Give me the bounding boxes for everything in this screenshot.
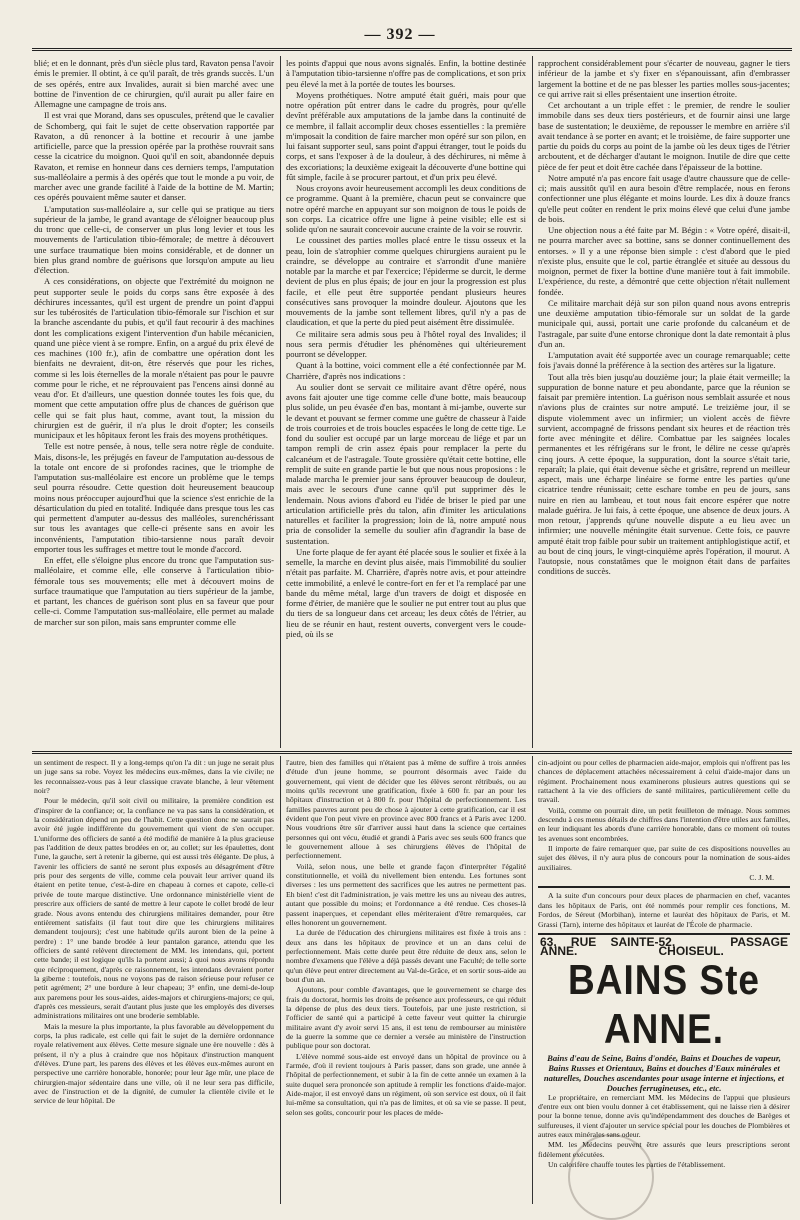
bottom-column-2	[286, 758, 526, 1202]
paragraph: blié; et en le donnant, près d'un siècle plus tard, Ravaton pensa l'avoir émis le premier. Il obtint, à ce qu'il paraît, de très grands succès. L'un de ses opérés, entre aux Invalides, aurait si bien marché avec une bottine de l'invention de ce chirurgien, qu'il aurait pu aller faire en Allemagne une campagne de trois ans.	[34, 58, 274, 109]
paragraph: Telle est notre pensée, à nous, telle sera notre règle de conduite. Mais, disons-le, les préjugés en faveur de l'amputation au-dessous de la totale ont encore de si profondes racines, que le triomphe de l'amputation sus-malléolaire est encore un problème que le temps seul pourra résoudre. Cette question doit heureusement beaucoup moins nous préoccuper aujourd'hui que la science s'est enrichie de la désarticulation du pied en totalité. Indiquée dans presque tous les cas qui permettent d'amputer au-dessus des malléoles, surenchérissant sur tous les avantages que celle-ci présente sans en avoir les inconvénients, l'amputation tibio-tarsienne nous paraît devoir emporter tous les suffrages et mettre tout le monde d'accord.	[34, 441, 274, 554]
notice-pharmacy: A la suite d'un concours pour deux places de pharmacien en chef, vacantes dans les hôpitaux de Paris, ont été nommés pour remplir ces fonctions, M. Fordos, de Séreut (Morbihan), interne et lauréat des hôpitaux de Paris, et M. Grassi (Tarn), interne des hôpitaux et lauréat de l'École de pharmacie.	[538, 891, 790, 929]
paragraph: Ce militaire marchait déjà sur son pilon quand nous avons entrepris une deuxième amputation tibio-fémorale sur un soldat de la garde municipale qui, aussi, portait une carie profonde du calcanéum et de l'astragale, par suite d'une entorse chronique dont la date remontait à plus d'un an.	[538, 297, 790, 349]
paragraph: Voilà, selon nous, une belle et grande façon d'interpréter l'égalité constitutionnelle, et voilà du nivellement bien entendu. Les fortunes sont diverses : les uns permettent des sacrifices que les autres ne permettent pas. Eh bien! c'est dit l'administration, je vais mettre les uns au niveau des autres, autant que possible du moins; et l'ordonnance a été rendue. Ces choses-là passent inaperçues, et cependant elles mériteraient d'être remarquées, car elles honorent un gouvernement.	[286, 861, 526, 927]
paragraph: Il est vrai que Morand, dans ses opuscules, prétend que le cavalier de Schomberg, qui fait le sujet de cette observation rapportée par Ravaton, a dû renoncer à la bottine et recourir à une jambe artificielle, parce que la pression opérée par la prothèse rouvrait sans cesse la cicatrice du moignon. Quoi qu'il en soit, abandonnée depuis Ravaton, et remise en honneur dans ces derniers temps, l'amputation sus-malléolaire a permis à des opérés que tout le monde a pu voir, de marcher avec une grande facilité à l'aide de la bottine de M. Martin; ces opérés pouvaient même sauter et danser.	[34, 110, 274, 203]
paragraph: les points d'appui que nous avons signalés. Enfin, la bottine destinée à l'amputation tibio-tarsienne n'offre pas de complications, et son prix peu élevé la met à la portée de toutes les bourses.	[286, 58, 526, 89]
divider	[538, 886, 790, 888]
paragraph: L'amputation sus-malléolaire a, sur celle qui se pratique au tiers supérieur de la jambe, le grand avantage de s'éloigner beaucoup plus du tronc que celle-ci, de conserver un plus long levier et tous les mouvements de l'articulation tibio-fémorale; de mettre à découvert une surface traumatique bien moins considérable, et de donner un bien plus grand nombre de guérisons que lorsqu'on ampute au lieu d'élection.	[34, 203, 274, 275]
column-divider	[280, 56, 281, 748]
top-column-3	[538, 58, 790, 748]
column-divider	[280, 756, 281, 1204]
paragraph: Au soulier dont se servait ce militaire avant d'être opéré, nous avons fait ajouter une tige comme celle d'une botte, mais beaucoup plus solide, un peu évasée d'en bas, montant à mi-jambe, ouverte sur le devant et pouvant se fermer comme une guêtre de chasseur à l'aide de trois courroies et de trois boucles espacées le long de cette tige. Le fond du soulier est occupé par un large morceau de liége et par un tampon rempli de crin assez épais pour remplacer la perte du calcanéum et de l'astragale. Toute grossière qu'était cette bottine, elle remplit de suite en grande partie le but que nous nous proposions : le malade marcha le premier jour sans éprouver beaucoup de douleur, mais avec le secours d'une canne qu'il put supprimer dès le lendemain. Nous avions d'abord eu l'idée de briser le pied par une articulation artificielle près du talon, afin d'imiter les articulations naturelles et faciliter la progression; loin de là, notre amputé nous pria de consolider la semelle du soulier afin d'agrandir la base de sustentation.	[286, 381, 526, 546]
bottom-column-3	[538, 758, 790, 1202]
bottom-column-1	[34, 758, 274, 1202]
library-stamp	[568, 1134, 654, 1220]
paragraph: Nous croyons avoir heureusement accompli les deux conditions de ce programme. Quant à la première, chacun peut se convaincre que notre opéré marche en appuyant sur son moignon de tous le poids de son corps. La cicatrice offre une ligne à peine visible; elle est si solide qu'on ne saurait concevoir aucune crainte de la voir se rouvrir.	[286, 183, 526, 234]
ad-address-right: 52, PASSAGE CHOISEUL.	[658, 934, 788, 959]
paragraph: un sentiment de respect. Il y a long-temps qu'on l'a dit : un juge ne serait plus un juge sans sa robe. Voyez les médecins eux-mêmes, dans la vie civile; ne les reconnaissez-vous pas à leur classique cravate blanche, à leur vêtement noir?	[34, 758, 274, 796]
ad-subtitle: Bains d'eau de Seine, Bains d'ondée, Bains et Douches de vapeur, Bains Russes et Orientaux, Bains et douches d'Eaux minérales et naturelles, Douches ascendantes pour usage interne et injections, et Douches ferrugineuses, etc., etc.	[543, 1052, 785, 1093]
ad-paragraph: Le propriétaire, en remerciant MM. les Médecins de l'appui que plusieurs d'entre eux ont bien voulu donner à cet établissement, qui ne laisse rien à désirer pour la bonne tenue, donne avis qu'indépendamment des douches de Barèges et sulfureuses, il vient d'ajouter un service spécial pour les douches de Plombières et autres eaux minérales sans odeur.	[538, 1092, 790, 1139]
paragraph: Le coussinet des parties molles placé entre le tissu osseux et la peau, loin de s'atrophier comme quelques chirurgiens auraient pu le craindre, se développe au contraire et s'arrondit d'une manière notable par la marche et par l'exercice; l'épiderme se durcit, le derme devient de plus en plus épais; de jour en jour la progression est plus facile, et elle peut être supportée pendant plusieurs heures consécutives sans provoquer la moindre douleur. Ajoutons que les mouvements de la jambe sont tellement libres, qu'il n'y a pas de claudication, et que la perte du pied peut aisément être dissimulée.	[286, 235, 526, 328]
ad-addresses	[540, 934, 788, 959]
paragraph: En effet, elle s'éloigne plus encore du tronc que l'amputation sus-malléolaire, et comme elle, elle conserve à l'articulation tibio-fémorale tous ses mouvements; elle met à découvert moins de surface traumatique que l'amputation au tiers supérieur de la jambe, et partant, les chances de guérison sont plus en sa faveur que pour celle-ci. Comme l'amputation sus-malléolaire, elle permet au malade de marcher sur son pilon, mais sans emprunter comme elle	[34, 555, 274, 627]
ad-paragraph: MM. les Médecins peuvent être assurés que leurs prescriptions seront fidèlement exécutées.	[538, 1140, 790, 1159]
paragraph: l'autre, bien des familles qui n'étaient pas à même de suffire à trois années d'étude d'un jeune homme, se pourront désormais avec l'aide du gouvernement, qui vient de décider que les élèves seront rétribués, ou au moins qu'ils recevront une gratification, fixée à 600 fr. par an pour les hôpitaux d'instruction et à 800 fr. pour l'hôpital de perfectionnement. Les familles pauvres auront peu de chose à ajouter à cette gratification, car il est évident que l'on peut vivre en province avec 800 francs et à Paris avec 1200. Nous voudrions être sûr d'arriver aussi haut dans la science que certaines personnes qui ont vécu, étudié et grandi à Paris avec ses seuls 600 francs que le gouvernement alloue à ses chirurgiens élèves de l'hôpital de perfectionnement.	[286, 758, 526, 861]
paragraph: Moyens prothétiques. Notre amputé était guéri, mais pour que notre opération pût entrer dans le cadre du progrès, pour qu'elle devînt préférable aux amputations de la jambe dans la continuité de ce membre, il fallait accomplir deux choses essentielles : la première m'imposait la condition de faire marcher mon opéré sur son pilon, en lui faisant supporter seul, sans point d'appui étranger, tout le poids du corps, et sans l'exposer à de la douleur, à des déchirures, ni même à des excoriations; la deuxième exigeait la découverte d'une bottine qui fût simple, facile à se procurer partout, et d'un prix peu élevé.	[286, 89, 526, 182]
top-column-1	[34, 58, 274, 748]
column-divider	[532, 756, 533, 1204]
paragraph: cin-adjoint ou pour celles de pharmacien aide-major, emplois qui n'offrent pas les chances de déplacement attachées nécessairement à celui d'aide-major dans un régiment. Prochainement nous examinerons plusieurs autres questions qui se rattachent à la vie des officiers de santé militaires, particulièrement celle du travail.	[538, 758, 790, 805]
paragraph: L'amputation avait été supportée avec un courage remarquable; cette fois j'avais donné la préférence à la section des artères sur la ligature.	[538, 350, 790, 371]
paragraph: Quant à la bottine, voici comment elle a été confectionnée par M. Charrière, d'après nos indications :	[286, 360, 526, 381]
paragraph: Voilà, comme on pourrait dire, un petit feuilleton de ménage. Nous sommes descendu à ces menus détails de chiffres dans l'intention d'être utiles aux familles, en leur indiquant les abords d'une carrière honorable, dans ce moment où toutes les avenues sont encombrées.	[538, 805, 790, 843]
paragraph: rapprochent considérablement pour s'écarter de nouveau, gagner le tiers inférieur de la jambe et s'y fixer en s'épanouissant, afin d'embrasser largement la bottine et de ne pas blesser les parties molles sous-jacentes; ce qui arrive rait si elles présentaient une insertion étroite.	[538, 58, 790, 99]
column-divider	[532, 56, 533, 748]
top-column-2	[286, 58, 526, 748]
paragraph: Tout alla très bien jusqu'au douzième jour; la plaie était vermeille; la suppuration de bonne nature et peu abondante, parce que la réunion se faisait par première intention. La guérison nous semblait assurée et nous n'avions plus de craintes sur notre amputé. Le treizième jour, il se dispute violemment avec un infirmier; un violent accès de fièvre survient, accompagné de frissons pendant six heures et de réaction très forte avec méningite et délire. Combattue par les saignées locales permanentes et les réfrigérans sur le front, le délire ne cesse qu'après cinq jours. A cette époque, la suppuration, dont la source s'était tarie, reparaît; la plaie, qui était devenue sèche et grisâtre, reprend un meilleur aspect, mais une écharpe linéaire se forme entre les parties qu'une cicatrice tendre réunissait; cette eschare tombe en peu de jours, sans nuire en rien au lambeau, et tout nous fait encore espérer que notre malade guérira. Je lui fais, à cette époque, une absence de deux jours. A mon retour, j'apprends qu'une nouvelle dispute a eu lieu avec un infirmier; une nouvelle méningite était survenue. Cette fois, ce pauvre amputé était trop faible pour subir un traitement antiphlogistique actif, et au bout de cinq jours, le vingt-cinquième après l'opération, il mourut. A l'autopsie, nous constatâmes que le moignon était dans de parfaites conditions de succès.	[538, 371, 790, 577]
paragraph: L'élève nommé sous-aide est envoyé dans un hôpital de province ou à l'armée, d'où il revient toujours à Paris passer, dans son grade, une année à l'hôpital de perfectionnement, et subir à la fin de cette année un examen à la suite duquel sera prononcée son aptitude à remplir les fonctions d'aide-major. Aide-major, il est envoyé dans un régiment, où son service est doux, où il fait lui-même sa consultation, qui n'a pas de limites, et où sa vie se passe. Il peut, selon ses goûts, concourir pour les places de méde-	[286, 1051, 526, 1117]
paragraph: Pour le médecin, qu'il soit civil ou militaire, la première condition est d'inspirer de la confiance; or, la confiance ne va pas sans la considération, et la considération dépend un peu de l'habit. Cette question donc ne saurait pas avoir été jugée indifférente du gouvernement qui vient de s'en occuper. L'uniforme des officiers de santé a été modifié de manière à la plus gracieuse pas l'addition de deux pattes brodées en or, au collet; sur les épaulettes, dont l'une, la gauche, sert à retenir la giberne, qui est aussi très élégante. De plus, à l'avenir les officiers de santé ne seront plus exposés au désagrément d'être pris pour des sergents de ville, comme cela pouvait leur arriver quand ils étaient en petite tenue, c'est-à-dire en chapeau à cornes et capote, celle-ci privée de toute marque distinctive. Une ordonnance ministérielle vient de prescrire aux officiers de santé de mettre à leur capote le collet brodé de leur grade. Nous avons entendu des chirurgiens militaires demander, pour être entièrement satisfaits (il faut tout dire que les chirurgiens militaires demandent toujours); c'est une habitude qu'ils auront bien de la peine à perdre) : 1° une bande brodée à leur pantalon garance, attendu que les officiers de santé relèvent directement de MM. les intendans, qui, portent cette bande; il est logique qu'ils la portent aussi; à quoi nous avons répondu que réciproquement, d'après ce raisonnement, les intendans devraient porter la giberne : toutefois, nous ne voyons pas de raison sérieuse pour refuser ce petit agrément; 2° une bordure à leur chapeau; 3° enfin, une demi-de-loup aux paremens pour les sous-aides, aides-majors et chirurgiens-majors; ce qui, d'après ces messieurs, serait d'autant plus juste que les employés des diverses administrations militaires ont une broderie semblable.	[34, 796, 274, 1021]
paragraph: La durée de l'éducation des chirurgiens militaires est fixée à trois ans : deux ans dans les hôpitaux de province et un an dans celui de perfectionnement. Mais cette durée peut être réduite de deux ans, selon le nombre d'examens que l'élève a déjà passés devant une Faculté; de telle sorte qu'un élève peut entrer directement au Val-de-Grâce, et en sortir sous-aide au bout d'un an.	[286, 928, 526, 984]
page-number: — 392 —	[364, 26, 436, 43]
paragraph: Une objection nous a été faite par M. Bégin : « Votre opéré, disait-il, ne pourra marcher avec sa bottine, sans se donner continuellement des entorses. » Il y a une réponse bien simple : c'est d'abord que le pied n'existe plus, ensuite que le col, partie étranglée et située au dessous du moignon, permet de fixer la bottine d'une manière tout à fait immobile. L'expérience, du reste, a démontré que cette objection n'était nullement fondée.	[538, 225, 790, 297]
top-rule	[32, 48, 792, 51]
paragraph: Ajoutons, pour comble d'avantages, que le gouvernement se charge des frais du doctorat, hormis les droits de présence aux professeurs, ce qui réduit la dépense de plus des deux tiers. Toutefois, par une juste restriction, si l'officier de santé qui a participé à cette faveur veut quitter la chirurgie militaire avant d'y avoir servi 15 ans, il est tenu de rembourser au ministère de la guerre la somme que ce dernier a versée au ministère de l'instruction publique pour son doctorat.	[286, 985, 526, 1051]
ad-paragraph: Un calorifère chauffe toutes les parties de l'établissement.	[548, 1159, 726, 1169]
paragraph: Cet archoutant a un triple effet : le premier, de rendre le soulier immobile dans ses deux tiers postérieurs, et de fournir ainsi une large base de sustentation; le deuxième, de repousser le membre en arrière s'il avait tendance à se porter en avant; et le troisième, de faire supporter une partie du poids du corps au point de la jambe où les deux tiges de l'étrier arcboutent, et de décharger d'autant le moignon. Inutile de dire que cette pièce de fer peut et doit être cachée dans l'épaisseur de la bottine.	[538, 100, 790, 172]
paragraph: Mais la mesure la plus importante, la plus favorable au développement du corps, la plus radicale, est celle qui fait le sujet de la dernière ordonnance royale relativement aux élèves. Cette mesure signale une ère nouvelle : dès à présent, il n'y a plus à craindre que nos hôpitaux d'instruction manquent d'élèves. D'une part, les parens des élèves et les élèves eux-mêmes auront en perspective une carrière honorable, honorée; pour leur âge mûr, une place de chirurgien-major sédentaire dans une ville, où il ne leur sera pas difficile, avec de l'instruction et de la dignité, de cumuler la clientèle civile et le service de leur hôpital. De	[34, 1021, 274, 1106]
paragraph: Il importe de faire remarquer que, par suite de ces dispositions nouvelles au sujet des élèves, il n'y aura plus de concours pour la nomination de sous-aides auxiliaires.	[538, 844, 790, 872]
paragraph: Une forte plaque de fer ayant été placée sous le soulier et fixée à la semelle, la marche en devint plus aisée, mais l'immobilité du soulier n'était pas parfaite. M. Charrière, d'après notre avis, et pour atteindre cette immobilité, a enlevé le contre-fort en fer et l'a remplacé par une bande du même métal, large d'un travers de doigt et disposée en forme d'étrier, de manière que le soulier ne put entrer tout au plus que du tiers de sa longueur dans cet arceau; les deux côtés de l'étrier, au lieu de se réunir en haut, restent ouverts, convergent vers le coude-pied, où ils se	[286, 546, 526, 639]
section-rule	[32, 751, 792, 754]
paragraph: Ce militaire sera admis sous peu à l'hôtel royal des Invalides; il nous sera permis d'étudier les phénomènes qui ultérieurement pourront se développer.	[286, 328, 526, 359]
signature: C. J. M.	[749, 873, 774, 883]
paragraph: Notre amputé n'a pas encore fait usage d'autre chaussure que de celle-ci; mais aussitôt qu'il en aura besoin d'être remplacée, nous en ferons confectionner une plus élégante et moins lourde. Les dix à douze francs qu'elle peut coûter en rendent le prix moins élevé que celui d'une jambe de bois.	[538, 172, 790, 224]
ad-title: BAINS Ste ANNE.	[568, 956, 760, 1052]
ad-address-left: 63, RUE SAINTE-ANNE.	[540, 934, 659, 959]
paragraph: A ces considérations, on objecte que l'extrémité du moignon ne peut supporter seule le poids du corps sans être exposée à des déchirures incessantes, qu'il est urgent de prendre un point d'appui sur les tubérosités de l'articulation tibio-fémorale sur l'ischion et sur la branche ascendante du pubis, et qu'il faut recourir à des machines dont les complications exigent l'intervention d'un habile mécanicien, quand une pièce vient à se rompre. Enfin, on a argué du prix élevé de ces machines (100 fr.), afin de combattre une opération dont les bienfaits ne devraient, dit-on, être réservés que pour les riches, comme si les lois éternelles de la morale n'étaient pas pour le pauvre comme pour le riche, et ne réprouvaient pas l'encens ainsi donné au veau d'or. Et d'ailleurs, une question donnée toutes les fois que, du moment que cette amputation offre plus de chances de guérison que celle qui se fait plus haut, comme, avant tout, la mission du chirurgien est de guérir, il n'a plus le droit d'opter; les conseils municipaux et les hôpitaux feront les frais des moyens prothétiques.	[34, 276, 274, 440]
